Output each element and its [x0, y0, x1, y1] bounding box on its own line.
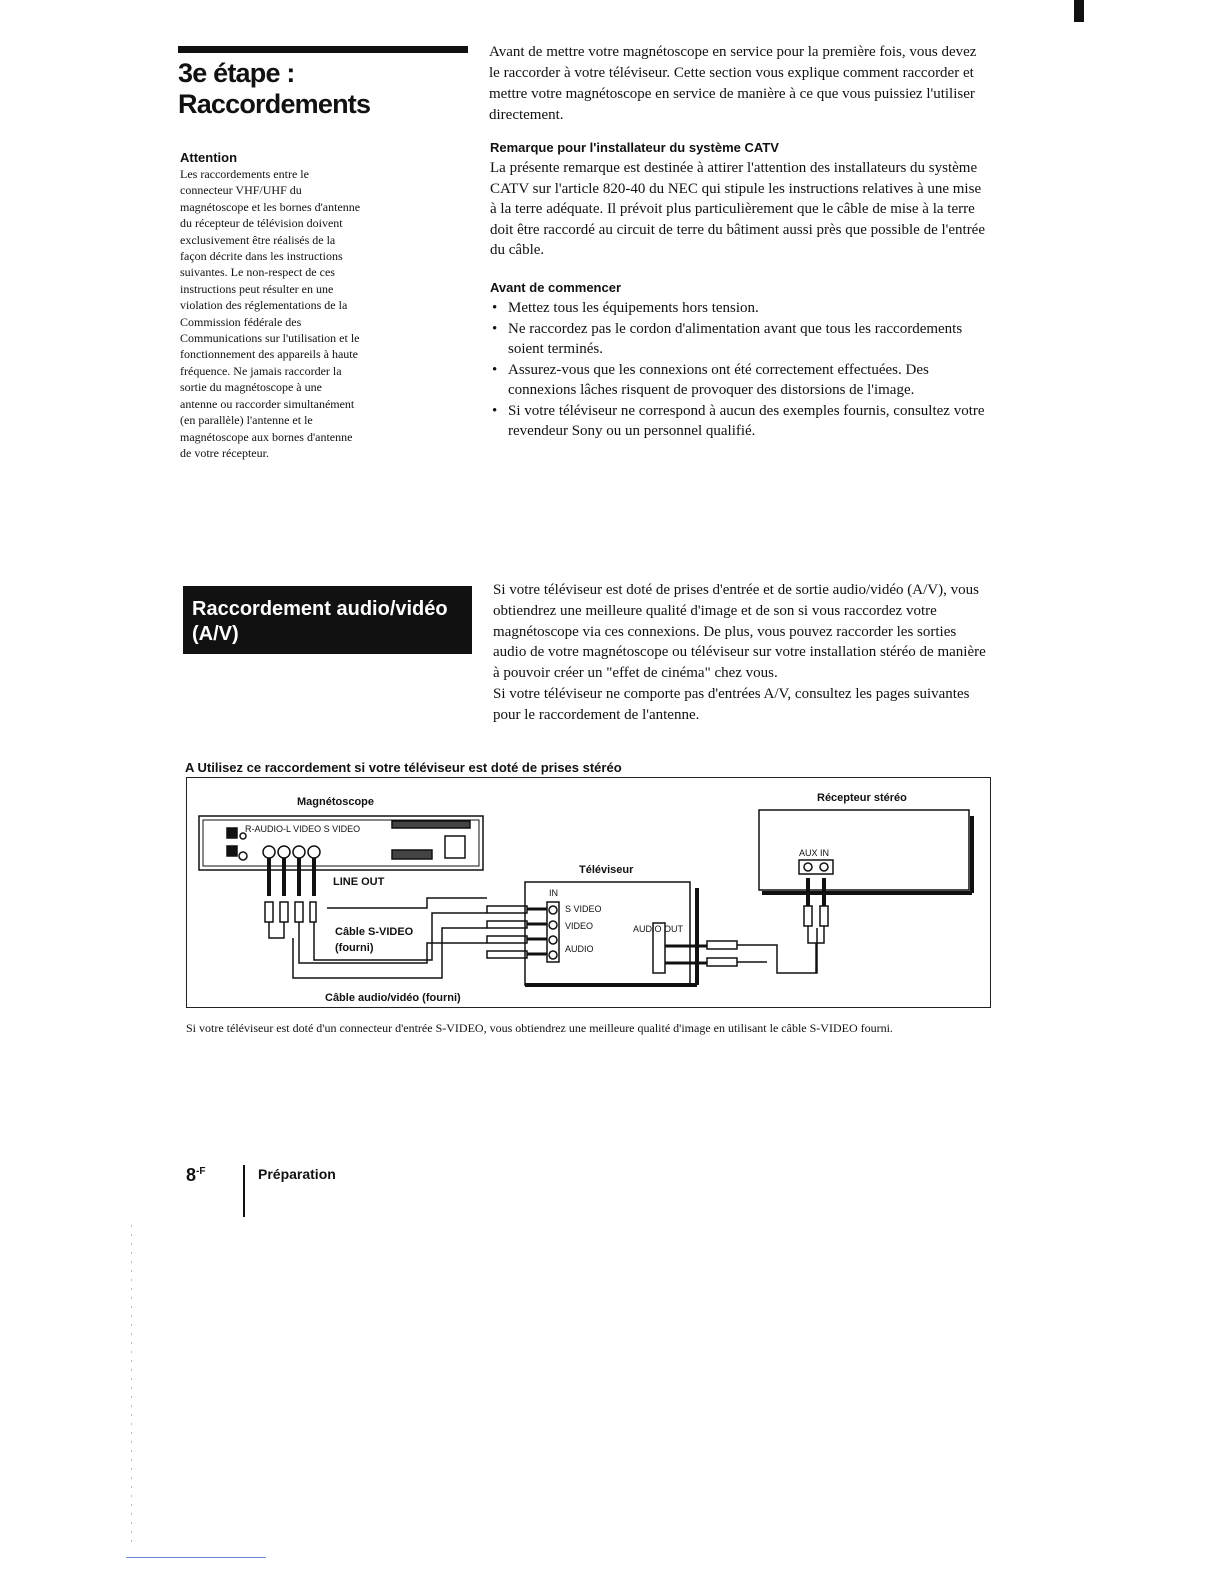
vcr-jacks-label: R-AUDIO-L VIDEO S VIDEO [245, 824, 361, 834]
figure-caption: A Utilisez ce raccordement si votre téléviseur est doté de prises stéréo [185, 760, 622, 775]
footer-section-name: Préparation [258, 1166, 336, 1182]
tv-svideo-label: S VIDEO [565, 904, 602, 914]
tv-audio-label: AUDIO [565, 944, 594, 954]
footer-rule [243, 1165, 245, 1217]
page-number [186, 1165, 205, 1186]
tv-in-label: IN [549, 888, 558, 898]
av-cable-label: Câble audio/vidéo (fourni) [325, 992, 461, 1004]
page-number-suffix: -F [196, 1166, 206, 1177]
attention-heading: Attention [180, 150, 238, 165]
section-banner: Raccordement audio/vidéo (A/V) [183, 586, 472, 654]
tv-video-label: VIDEO [565, 921, 594, 931]
bottom-rule [126, 1557, 266, 1558]
catv-paragraph: La présente remarque est destinée à attirer l'attention des installateurs du système CATV sur l'article 820-40 du NEC qui stipule les instructions relatives à une mise à la terre adéquate. Il prévoit plus particulièrement que le câble de mise à la terre doit être raccordé au circuit de terre du bâtiment aussi près que possible de l'entrée du câble. [490, 160, 985, 258]
list-item: • Assurez-vous que les connexions ont été correctement effectuées. Des connexions lâches risquent de provoquer des distorsions de l'image. [490, 360, 990, 401]
before-list [490, 298, 990, 442]
title-rule [178, 46, 468, 53]
list-item: • Si votre téléviseur ne correspond à aucun des exemples fournis, consultez votre revendeur Sony ou un personnel qualifié. [490, 401, 990, 442]
intro-paragraph: Avant de mettre votre magnétoscope en service pour la première fois, vous devez le raccorder à votre téléviseur. Cette section vous explique comment raccorder et mettre votre magnétoscope en service de manière à ce que vous puissiez l'utiliser directement. [489, 44, 977, 123]
svideo-note: Si votre téléviseur est doté d'un connecteur d'entrée S-VIDEO, vous obtiendrez une meilleure qualité d'image en utilisant le câble S-VIDEO fourni. [186, 1021, 893, 1035]
av-text [493, 580, 988, 726]
aux-in-label: AUX IN [799, 848, 830, 858]
line-out-label: LINE OUT [333, 876, 385, 888]
catv-heading: Remarque pour l'installateur du système CATV [490, 140, 779, 155]
tv-label: Téléviseur [579, 864, 634, 876]
connection-diagram [186, 777, 991, 1008]
attention-text: Les raccordements entre le connecteur VHF/UHF du magnétoscope et les bornes d'antenne du récepteur de télévision doivent exclusivement être réalisés de la façon décrite dans les instructions suivantes. Le non-respect de ces instructions peut résulter en une violation des réglementations de la Commission fédérale des Communications sur l'utilisation et le fonctionnement des appareils à haute fréquence. Ne jamais raccorder la sortie du magnétoscope à une antenne ou raccorder simultanément (en parallèle) l'antenne et le magnétoscope aux bornes d'antenne de votre récepteur. [180, 167, 361, 460]
svideo-cable-label: Câble S-VIDEO [335, 926, 414, 938]
page-title [178, 58, 458, 120]
before-heading: Avant de commencer [490, 280, 622, 295]
page-number-value: 8 [186, 1165, 197, 1185]
list-item: • Ne raccordez pas le cordon d'alimentation avant que tous les raccordements soient terminés. [490, 319, 990, 360]
list-item: • Mettez tous les équipements hors tension. [490, 298, 990, 319]
page-title-line-2: Raccordements [178, 89, 371, 119]
receiver-label: Récepteur stéréo [817, 792, 907, 804]
tv-audio-out-label: AUDIO OUT [633, 924, 684, 934]
diagram-drawing [187, 778, 992, 1009]
margin-dots [131, 1225, 132, 1545]
vcr-label: Magnétoscope [297, 796, 375, 808]
receiver-body-shape [759, 810, 969, 890]
page-edge-tab [1074, 0, 1084, 22]
svideo-cable-note: (fourni) [335, 942, 374, 954]
av-paragraph-2: Si votre téléviseur ne comporte pas d'entrées A/V, consultez les pages suivantes pour le raccordement de l'antenne. [493, 685, 970, 723]
av-paragraph-1: Si votre téléviseur est doté de prises d'entrée et de sortie audio/vidéo (A/V), vous obtiendrez une meilleure qualité d'image et de son si vous raccordez votre magnétoscope via ces connexions. De plus, vous pouvez raccorder les sorties audio de votre magnétoscope ou téléviseur sur votre installation stéréo de manière à pouvoir créer un "effet de cinéma" chez vous. [493, 582, 986, 682]
page-title-line-1: 3e étape : [178, 58, 295, 88]
